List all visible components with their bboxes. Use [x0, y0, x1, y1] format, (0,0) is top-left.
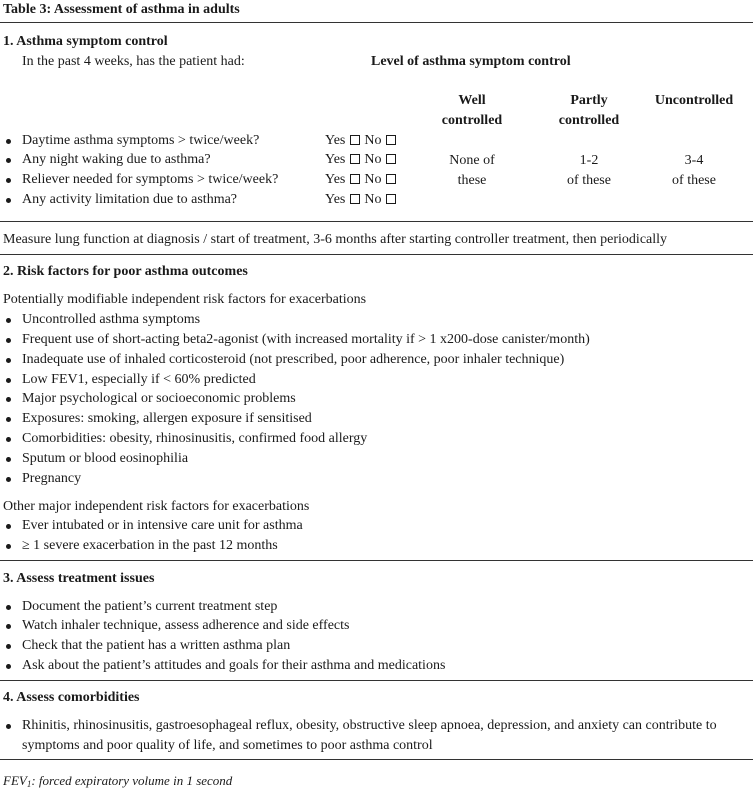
section-4-heading: 4. Assess comorbidities: [3, 690, 140, 705]
bullet-icon: [6, 664, 11, 669]
other-risk-item: ≥ 1 severe exacerbation in the past 12 months: [22, 538, 278, 553]
treatment-issue-item: Ask about the patient’s attitudes and goals for their asthma and medications: [22, 658, 446, 673]
risk-factor-item: Low FEV1, especially if < 60% predicted: [22, 372, 256, 387]
bullet-icon: [6, 437, 11, 442]
yes-label: Yes: [325, 192, 346, 207]
no-label: No: [364, 172, 382, 187]
bullet-icon: [6, 358, 11, 363]
section-2-heading: 2. Risk factors for poor asthma outcomes: [3, 264, 248, 279]
divider: [0, 560, 753, 561]
bottom-rule: [0, 759, 753, 760]
bullet-icon: [6, 198, 11, 203]
risk-factor-item: Major psychological or socioeconomic problems: [22, 391, 296, 406]
top-rule: [0, 22, 753, 23]
yes-no-checkbox-group: [325, 150, 397, 170]
col-uncontrolled: Uncontrolled: [654, 93, 734, 108]
level-of-control-heading: Level of asthma symptom control: [371, 54, 571, 69]
bullet-icon: [6, 417, 11, 422]
bullet-icon: [6, 139, 11, 144]
bullet-icon: [6, 457, 11, 462]
bullet-icon: [6, 158, 11, 163]
yes-checkbox[interactable]: [350, 194, 360, 204]
risk-factor-item: Inadequate use of inhaled corticosteroid (not prescribed, poor adherence, poor inhaler technique): [22, 352, 565, 367]
risk-factor-item: Exposures: smoking, allergen exposure if sensitised: [22, 411, 312, 426]
uncontrolled-value-line1: 3-4: [684, 153, 704, 168]
measure-lung-function-note: Measure lung function at diagnosis / start of treatment, 3-6 months after starting controller treatment, then periodically: [3, 232, 668, 247]
yes-label: Yes: [325, 152, 346, 167]
bullet-icon: [6, 318, 11, 323]
section-3-heading: 3. Assess treatment issues: [3, 571, 155, 586]
section-1-question: In the past 4 weeks, has the patient had:: [22, 54, 245, 69]
no-checkbox[interactable]: [386, 154, 396, 164]
other-risk-item: Ever intubated or in intensive care unit for asthma: [22, 518, 303, 533]
footnote-definition: : forced expiratory volume in 1 second: [31, 773, 233, 788]
treatment-issue-item: Watch inhaler technique, assess adherence and side effects: [22, 618, 350, 633]
yes-no-checkbox-group: [325, 190, 397, 210]
partly-controlled-value-line1: 1-2: [579, 153, 599, 168]
bullet-icon: [6, 644, 11, 649]
no-label: No: [364, 133, 382, 148]
col-partly-controlled-line2: controlled: [558, 113, 620, 128]
bullet-icon: [6, 397, 11, 402]
section-1-heading: 1. Asthma symptom control: [3, 34, 168, 49]
symptom-item: Daytime asthma symptoms > twice/week?: [22, 133, 260, 148]
well-controlled-value-line1: None of: [449, 153, 495, 168]
modifiable-risk-intro: Potentially modifiable independent risk factors for exacerbations: [3, 292, 367, 307]
divider: [0, 254, 753, 255]
yes-no-checkbox-group: [325, 131, 397, 151]
no-label: No: [364, 152, 382, 167]
treatment-issue-item: Check that the patient has a written asthma plan: [22, 638, 291, 653]
col-well-controlled-line1: Well: [458, 93, 486, 108]
risk-factor-item: Pregnancy: [22, 471, 82, 486]
risk-factor-item: Sputum or blood eosinophilia: [22, 451, 189, 466]
bullet-icon: [6, 624, 11, 629]
symptom-item: Any night waking due to asthma?: [22, 152, 211, 167]
risk-factor-item: Comorbidities: obesity, rhinosinusitis, confirmed food allergy: [22, 431, 368, 446]
no-label: No: [364, 192, 382, 207]
partly-controlled-value-line2: of these: [567, 173, 611, 188]
treatment-issue-item: Document the patient’s current treatment step: [22, 599, 278, 614]
comorbidities-item-line2: symptoms and poor quality of life, and sometimes to poor asthma control: [22, 738, 433, 753]
comorbidities-item-line1: Rhinitis, rhinosinusitis, gastroesophageal reflux, obesity, obstructive sleep apnoea, depression, and anxiety can contribute to: [22, 718, 717, 733]
yes-no-checkbox-group: [325, 170, 397, 190]
yes-checkbox[interactable]: [350, 135, 360, 145]
bullet-icon: [6, 544, 11, 549]
table-title: Table 3: Assessment of asthma in adults: [3, 2, 240, 17]
yes-label: Yes: [325, 133, 346, 148]
bullet-icon: [6, 477, 11, 482]
footnote-subscript: 1: [26, 779, 32, 789]
bullet-icon: [6, 338, 11, 343]
divider: [0, 221, 753, 222]
well-controlled-value-line2: these: [457, 173, 487, 188]
footnote: [3, 771, 232, 794]
risk-factor-item: Uncontrolled asthma symptoms: [22, 312, 201, 327]
yes-checkbox[interactable]: [350, 174, 360, 184]
bullet-icon: [6, 378, 11, 383]
symptom-item: Reliever needed for symptoms > twice/week?: [22, 172, 279, 187]
col-partly-controlled-line1: Partly: [570, 93, 608, 108]
col-well-controlled-line2: controlled: [441, 113, 503, 128]
yes-label: Yes: [325, 172, 346, 187]
no-checkbox[interactable]: [386, 174, 396, 184]
bullet-icon: [6, 524, 11, 529]
divider: [0, 680, 753, 681]
no-checkbox[interactable]: [386, 194, 396, 204]
bullet-icon: [6, 178, 11, 183]
uncontrolled-value-line2: of these: [672, 173, 716, 188]
risk-factor-item: Frequent use of short-acting beta2-agonist (with increased mortality if > 1 x200-dose canister/month): [22, 332, 590, 347]
symptom-item: Any activity limitation due to asthma?: [22, 192, 238, 207]
bullet-icon: [6, 605, 11, 610]
yes-checkbox[interactable]: [350, 154, 360, 164]
no-checkbox[interactable]: [386, 135, 396, 145]
other-risk-intro: Other major independent risk factors for exacerbations: [3, 499, 310, 514]
footnote-abbr: FEV: [3, 773, 27, 788]
bullet-icon: [6, 724, 11, 729]
